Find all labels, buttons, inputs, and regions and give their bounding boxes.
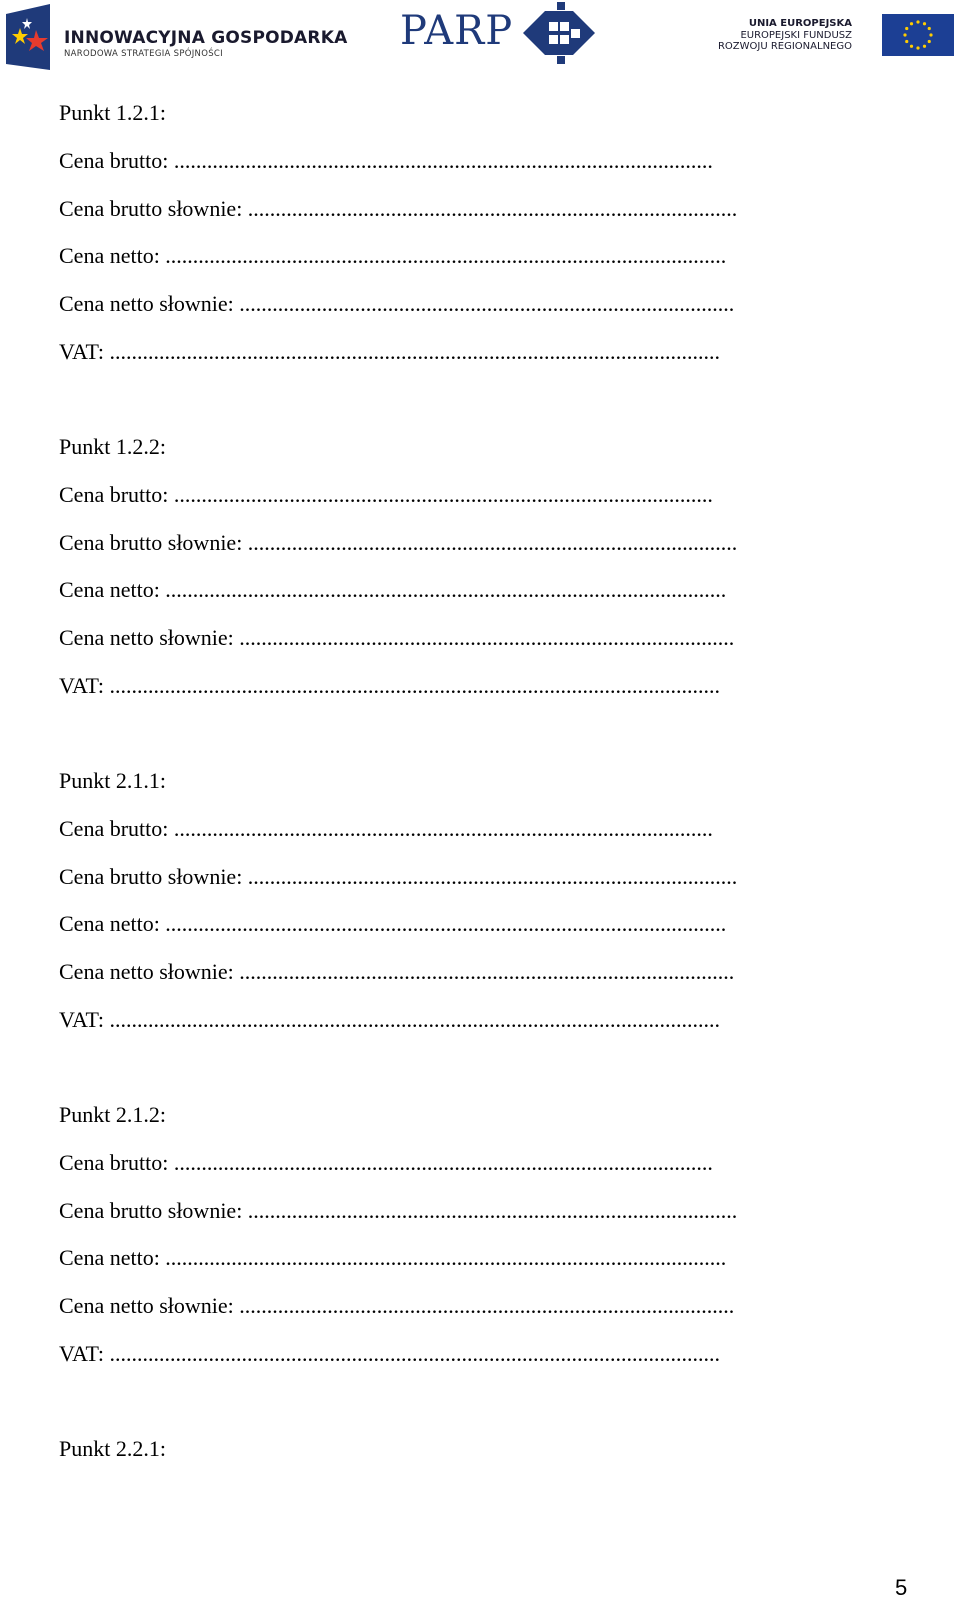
eu-star-icon <box>923 45 926 48</box>
eu-star-icon <box>910 22 913 25</box>
price-field-line: Cena netto: ...................................................................................................... <box>59 577 727 603</box>
eu-line-3: ROZWOJU REGIONALNEGO <box>717 41 852 52</box>
eu-fund-label <box>718 18 852 53</box>
price-field-line: Cena brutto: .................................................................................................. <box>59 1149 713 1175</box>
price-field-line: Cena netto: ...................................................................................................... <box>59 1245 727 1271</box>
parp-emblem-icon <box>523 2 595 64</box>
eu-star-icon <box>916 46 919 49</box>
page-number: 5 <box>895 1575 908 1600</box>
price-field-line: VAT: ............................................................................................................... <box>59 1007 720 1032</box>
section-heading: Punkt 2.2.1: <box>59 1436 166 1461</box>
price-field-line: VAT: ............................................................................................................... <box>59 1341 720 1366</box>
price-field-line: Cena netto słownie: .......................................................................................... <box>59 291 735 317</box>
price-field-line: Cena brutto słownie: ......................................................................................... <box>59 1197 738 1223</box>
eu-star-icon <box>905 27 908 30</box>
section-heading: Punkt 1.2.1: <box>59 100 166 125</box>
section-heading: Punkt 1.2.2: <box>59 434 166 459</box>
price-field-line: Cena netto: ...................................................................................................... <box>59 243 727 269</box>
section-heading: Punkt 2.1.1: <box>59 768 166 793</box>
page-header <box>0 0 960 80</box>
eu-star-icon <box>910 45 913 48</box>
price-field-line: Cena brutto: .................................................................................................. <box>59 147 713 173</box>
price-field-line: Cena netto: ...................................................................................................... <box>59 911 727 937</box>
price-field-line: Cena netto słownie: .......................................................................................... <box>59 959 735 985</box>
price-field-line: Cena brutto słownie: ......................................................................................... <box>59 863 738 889</box>
price-field-line: Cena netto słownie: .......................................................................................... <box>59 625 735 651</box>
price-field-line: Cena brutto słownie: ......................................................................................... <box>59 195 738 221</box>
eu-star-icon <box>905 40 908 43</box>
price-field-line: Cena brutto: .................................................................................................. <box>59 481 713 507</box>
price-field-line: Cena brutto słownie: ......................................................................................... <box>59 529 738 555</box>
eu-star-icon <box>916 20 919 23</box>
eu-star-icon <box>923 22 926 25</box>
innowacyjna-gospodarka-emblem-icon <box>6 4 50 70</box>
eu-star-icon <box>929 33 932 36</box>
eu-line-2: EUROPEJSKI FUNDUSZ <box>740 29 852 41</box>
logo-left-title: INNOWACYJNA GOSPODARKA <box>64 28 348 48</box>
eu-flag-icon <box>882 14 954 56</box>
price-field-line: Cena netto słownie: .......................................................................................... <box>59 1293 735 1319</box>
eu-star-icon <box>928 40 931 43</box>
eu-star-icon <box>928 27 931 30</box>
section-heading: Punkt 2.1.2: <box>59 1102 166 1127</box>
price-field-line: VAT: ............................................................................................................... <box>59 673 720 698</box>
eu-line-1: UNIA EUROPEJSKA <box>748 18 852 29</box>
price-field-line: VAT: ............................................................................................................... <box>59 339 720 364</box>
price-field-line: Cena brutto: .................................................................................................. <box>59 815 713 841</box>
logo-left-subtitle: NARODOWA STRATEGIA SPÓJNOŚCI <box>64 49 223 59</box>
eu-star-icon <box>903 33 906 36</box>
parp-logo-text: PARP <box>400 8 514 54</box>
